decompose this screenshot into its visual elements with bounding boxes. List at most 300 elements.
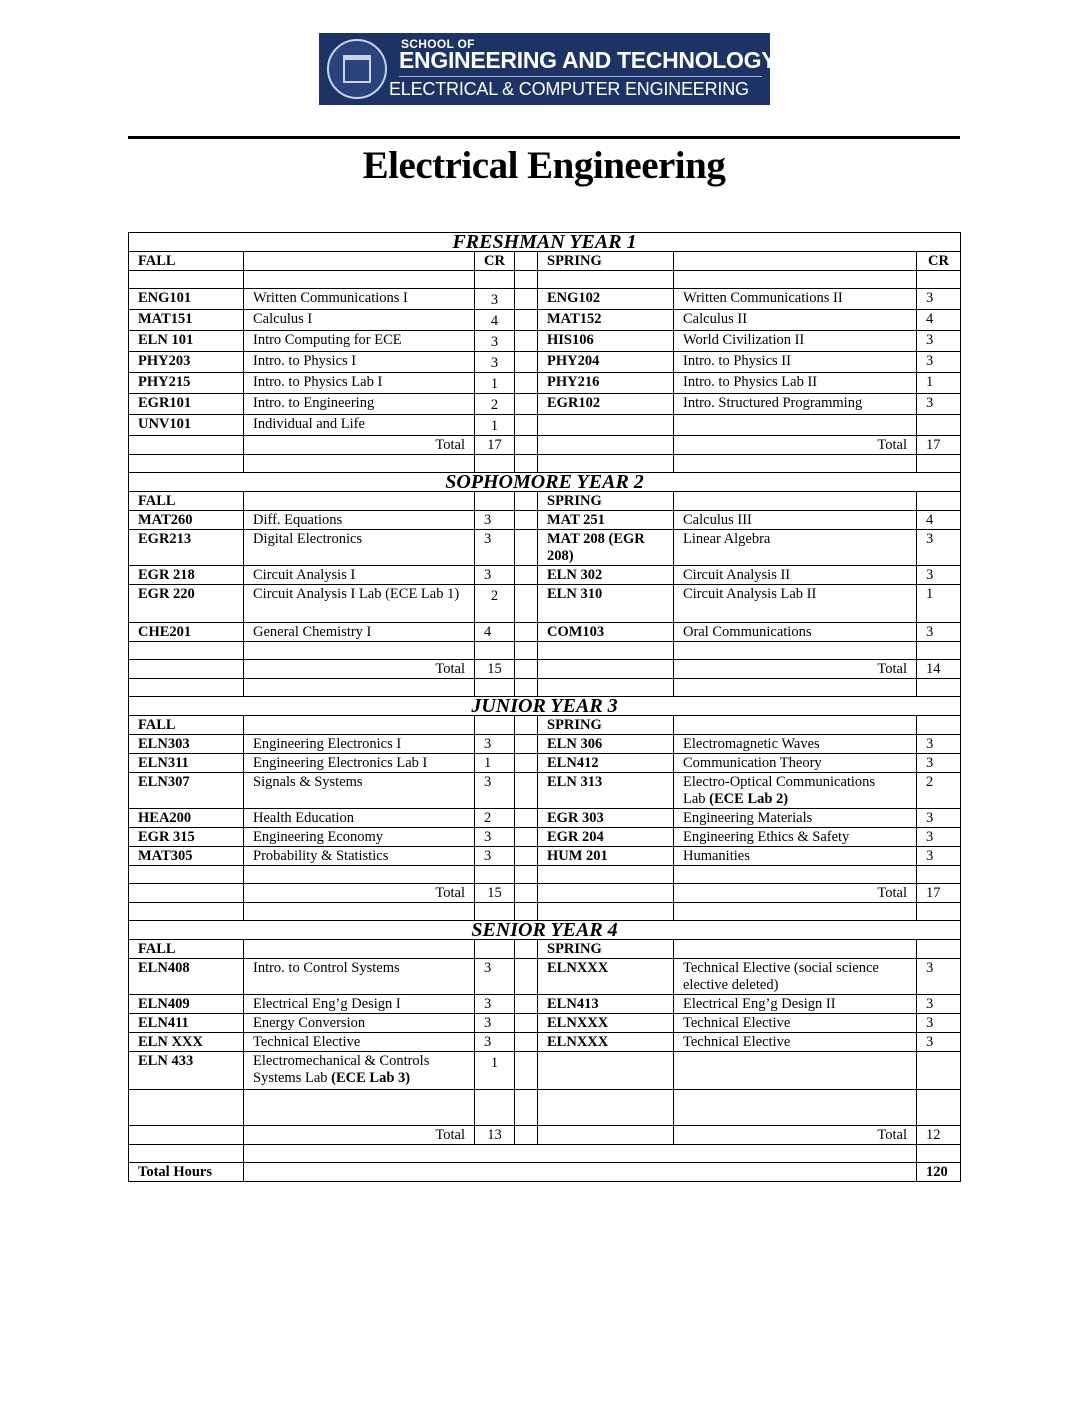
blank-cell [538,642,674,660]
course-title: Humanities [674,847,917,866]
course-credits: 3 [917,530,961,566]
year-heading: JUNIOR YEAR 3 [129,697,961,716]
blank-cell [244,679,475,697]
blank-cell [538,271,674,289]
course-title: Engineering Electronics I [244,735,475,754]
table-row [129,1014,961,1033]
blank-cell [674,903,917,921]
fall-label: FALL [129,252,244,271]
blank-cell [515,847,538,866]
blank-cell [515,735,538,754]
course-title: Circuit Analysis II [674,566,917,585]
course-code: MAT 208 (EGR 208) [538,530,674,566]
blank-cell [129,679,244,697]
blank-cell [515,373,538,394]
course-title: Intro. to Physics Lab I [244,373,475,394]
course-credits: 3 [917,566,961,585]
course-credits: 1 [475,1052,515,1090]
course-credits: 4 [917,310,961,331]
total-label: Total [674,884,917,903]
blank-cell [917,1145,961,1163]
blank-cell [129,660,244,679]
blank-cell [674,415,917,436]
table-row [129,940,961,959]
blank-cell [674,940,917,959]
spring-total: 17 [917,884,961,903]
year-heading: SENIOR YEAR 4 [129,921,961,940]
year-heading: SOPHOMORE YEAR 2 [129,473,961,492]
course-code: EGR 204 [538,828,674,847]
course-credits: 3 [917,352,961,373]
course-title: Digital Electronics [244,530,475,566]
course-credits: 3 [475,995,515,1014]
course-credits: 3 [475,828,515,847]
blank-cell [674,866,917,884]
blank-cell [515,754,538,773]
course-code: EGR 220 [129,585,244,623]
table-row [129,566,961,585]
blank-cell [538,660,674,679]
blank-cell [129,642,244,660]
course-code: ENG102 [538,289,674,310]
blank-cell [515,394,538,415]
blank-cell [515,679,538,697]
table-row [129,310,961,331]
course-title: Probability & Statistics [244,847,475,866]
blank-cell [674,642,917,660]
fall-label: FALL [129,492,244,511]
blank-cell [515,455,538,473]
blank-cell [674,679,917,697]
course-code: ELN 306 [538,735,674,754]
blank-cell [129,884,244,903]
course-credits [917,1052,961,1090]
course-code: ELNXXX [538,1033,674,1052]
blank-cell [515,436,538,455]
course-code: MAT152 [538,310,674,331]
blank-cell [244,252,475,271]
total-label: Total [674,1126,917,1145]
course-title: Engineering Economy [244,828,475,847]
blank-cell [674,716,917,735]
course-title: Individual and Life [244,415,475,436]
blank-cell [515,773,538,809]
course-title: Intro. to Physics II [674,352,917,373]
course-credits: 3 [917,828,961,847]
course-credits: 3 [475,1014,515,1033]
cr-header: CR [475,252,515,271]
table-row [129,530,961,566]
cr-header: CR [917,252,961,271]
fall-total: 15 [475,884,515,903]
course-code: MAT 251 [538,511,674,530]
course-title: Communication Theory [674,754,917,773]
cr-header [475,716,515,735]
fall-label: FALL [129,716,244,735]
course-credits: 2 [475,585,515,623]
course-code: ELN 302 [538,566,674,585]
course-credits: 3 [917,735,961,754]
course-title: Signals & Systems [244,773,475,809]
blank-cell [515,809,538,828]
blank-cell [538,679,674,697]
blank-cell [129,1145,244,1163]
cr-header [917,492,961,511]
blank-cell [244,903,475,921]
banner-school-of: SCHOOL OF [401,37,475,51]
blank-cell [515,660,538,679]
cr-header [917,940,961,959]
blank-cell [129,1126,244,1145]
table-row [129,866,961,884]
course-credits: 1 [917,585,961,623]
blank-cell [129,866,244,884]
table-row [129,679,961,697]
total-label: Total [674,436,917,455]
blank-cell [515,492,538,511]
table-row [129,585,961,623]
blank-cell [917,271,961,289]
spring-total: 14 [917,660,961,679]
course-code: HEA200 [129,809,244,828]
course-code: CHE201 [129,623,244,642]
spring-label: SPRING [538,492,674,511]
table-row [129,436,961,455]
course-title-lab-tag: (ECE Lab 2) [709,791,789,807]
total-label: Total [244,436,475,455]
course-credits: 3 [475,331,515,352]
blank-cell [515,1090,538,1126]
course-code: ELN307 [129,773,244,809]
table-row [129,233,961,252]
course-credits: 3 [475,1033,515,1052]
table-row [129,1145,961,1163]
table-row [129,352,961,373]
blank-cell [538,436,674,455]
course-title: World Civilization II [674,331,917,352]
fall-total: 15 [475,660,515,679]
blank-cell [917,866,961,884]
course-credits: 3 [917,623,961,642]
course-title: Electromagnetic Waves [674,735,917,754]
course-credits: 2 [917,773,961,809]
course-code: ELN303 [129,735,244,754]
course-credits: 2 [475,809,515,828]
blank-cell [515,331,538,352]
course-code: EGR 303 [538,809,674,828]
blank-cell [244,642,475,660]
course-title-prefix: Lab [683,791,710,807]
course-title: Health Education [244,809,475,828]
blank-cell [129,1090,244,1126]
blank-cell [475,455,515,473]
blank-cell [515,623,538,642]
course-title: Technical Elective [674,1033,917,1052]
fall-label: FALL [129,940,244,959]
course-credits: 3 [475,959,515,995]
table-row [129,1163,961,1182]
course-code: ELN413 [538,995,674,1014]
course-code: COM103 [538,623,674,642]
course-code: MAT260 [129,511,244,530]
spring-label: SPRING [538,716,674,735]
blank-cell [129,271,244,289]
school-banner-logo [319,33,777,105]
blank-cell [475,1090,515,1126]
table-row [129,847,961,866]
table-row [129,660,961,679]
course-title: Technical Elective [674,1014,917,1033]
course-plan-table [128,232,961,1182]
course-title-text: Electro-Optical Communications [683,774,876,790]
blank-cell [515,884,538,903]
table-row [129,828,961,847]
blank-cell [917,903,961,921]
table-row [129,373,961,394]
table-row [129,773,961,809]
course-credits [917,415,961,436]
spring-label: SPRING [538,940,674,959]
course-code: MAT305 [129,847,244,866]
table-row [129,959,961,995]
table-row [129,415,961,436]
blank-cell [515,271,538,289]
spring-label: SPRING [538,252,674,271]
table-row [129,754,961,773]
blank-cell [244,716,475,735]
course-credits: 3 [917,394,961,415]
total-hours-label: Total Hours [129,1163,244,1182]
course-title: Oral Communications [674,623,917,642]
table-row [129,642,961,660]
course-code: ELN311 [129,754,244,773]
course-credits: 3 [475,566,515,585]
course-title: Engineering Materials [674,809,917,828]
course-credits: 3 [917,847,961,866]
course-title: Technical Elective (social science elective deleted) [674,959,917,995]
course-code: ELN409 [129,995,244,1014]
course-code: EGR102 [538,394,674,415]
course-credits: 1 [917,373,961,394]
blank-cell [515,585,538,623]
table-row [129,473,961,492]
blank-cell [515,566,538,585]
blank-cell [244,1090,475,1126]
course-code: MAT151 [129,310,244,331]
blank-cell [244,455,475,473]
course-title: Written Communications I [244,289,475,310]
course-title: Intro. to Control Systems [244,959,475,995]
blank-cell [674,252,917,271]
blank-cell [917,642,961,660]
table-row [129,252,961,271]
blank-cell [515,940,538,959]
cr-header [475,492,515,511]
blank-cell [515,1126,538,1145]
header-rule [128,136,960,139]
course-code: PHY204 [538,352,674,373]
blank-cell [515,995,538,1014]
blank-cell [674,492,917,511]
total-label: Total [244,884,475,903]
course-credits: 3 [917,995,961,1014]
course-title: Engineering Ethics & Safety [674,828,917,847]
course-code [538,415,674,436]
blank-cell [515,1033,538,1052]
course-credits: 3 [475,352,515,373]
table-row [129,809,961,828]
blank-cell [515,252,538,271]
blank-cell [475,866,515,884]
blank-cell [917,1090,961,1126]
course-credits: 3 [917,754,961,773]
table-row [129,394,961,415]
course-title: Intro. to Physics Lab II [674,373,917,394]
course-title: Calculus II [674,310,917,331]
blank-cell [244,866,475,884]
blank-cell [515,415,538,436]
table-row [129,1126,961,1145]
banner-engineering-technology: ENGINEERING AND TECHNOLOGY [399,47,777,73]
blank-cell [515,511,538,530]
blank-cell [515,866,538,884]
course-credits: 3 [917,289,961,310]
course-title: Technical Elective [244,1033,475,1052]
blank-cell [244,271,475,289]
course-title: Circuit Analysis I [244,566,475,585]
course-code: ELN 313 [538,773,674,809]
blank-cell [917,679,961,697]
blank-cell [244,940,475,959]
course-title-text: Electromechanical & Controls Systems Lab [253,1053,430,1086]
blank-cell [515,642,538,660]
blank-cell [129,455,244,473]
course-credits: 1 [475,373,515,394]
table-row [129,511,961,530]
course-credits: 3 [917,1033,961,1052]
fall-total: 13 [475,1126,515,1145]
course-credits: 3 [475,735,515,754]
table-row [129,921,961,940]
table-row [129,884,961,903]
course-code: HUM 201 [538,847,674,866]
table-row [129,455,961,473]
blank-cell [538,866,674,884]
course-title: Engineering Electronics Lab I [244,754,475,773]
cr-header [917,716,961,735]
blank-cell [674,455,917,473]
course-code: ELNXXX [538,1014,674,1033]
university-seal-icon [327,39,387,99]
total-label: Total [244,1126,475,1145]
course-title: Diff. Equations [244,511,475,530]
banner-department: ELECTRICAL & COMPUTER ENGINEERING [389,79,749,99]
course-credits: 3 [475,289,515,310]
table-row [129,271,961,289]
blank-cell [244,1163,917,1182]
blank-cell [538,1090,674,1126]
blank-cell [538,455,674,473]
course-code [538,1052,674,1090]
course-code: ELNXXX [538,959,674,995]
course-code: PHY216 [538,373,674,394]
blank-cell [674,1052,917,1090]
blank-cell [244,492,475,511]
table-row [129,1033,961,1052]
total-label: Total [244,660,475,679]
course-code: HIS106 [538,331,674,352]
total-hours-value: 120 [917,1163,961,1182]
blank-cell [538,903,674,921]
table-row [129,1052,961,1090]
blank-cell [674,271,917,289]
course-title: Intro Computing for ECE [244,331,475,352]
page-title: Electrical Engineering [362,144,726,187]
course-title: Energy Conversion [244,1014,475,1033]
course-credits: 3 [475,773,515,809]
blank-cell [475,903,515,921]
course-credits: 2 [475,394,515,415]
blank-cell [515,1014,538,1033]
course-code: EGR 315 [129,828,244,847]
table-row [129,735,961,754]
course-title-lab-tag: (ECE Lab 3) [331,1070,411,1086]
course-title: Circuit Analysis I Lab (ECE Lab 1) [244,585,475,623]
course-title: Calculus III [674,511,917,530]
course-code: ELN XXX [129,1033,244,1052]
course-title: General Chemistry I [244,623,475,642]
blank-cell [515,289,538,310]
banner-divider [399,76,762,77]
blank-cell [917,455,961,473]
blank-cell [129,903,244,921]
course-code: ENG101 [129,289,244,310]
course-credits: 4 [475,310,515,331]
blank-cell [515,310,538,331]
table-row [129,716,961,735]
spring-total: 17 [917,436,961,455]
course-code: ELN408 [129,959,244,995]
fall-total: 17 [475,436,515,455]
spring-total: 12 [917,1126,961,1145]
blank-cell [515,828,538,847]
cr-header [475,940,515,959]
course-code: EGR213 [129,530,244,566]
course-code: ELN412 [538,754,674,773]
blank-cell [515,903,538,921]
course-code: ELN 433 [129,1052,244,1090]
course-code: PHY215 [129,373,244,394]
course-credits: 3 [475,530,515,566]
blank-cell [515,530,538,566]
course-code: EGR101 [129,394,244,415]
course-credits: 3 [917,331,961,352]
table-row [129,697,961,716]
year-heading: FRESHMAN YEAR 1 [129,233,961,252]
table-row [129,1090,961,1126]
course-code: UNV101 [129,415,244,436]
blank-cell [129,436,244,455]
course-credits: 3 [917,959,961,995]
course-credits: 3 [475,847,515,866]
course-title: Intro. Structured Programming [674,394,917,415]
course-credits: 1 [475,415,515,436]
course-title [244,1052,475,1090]
table-row [129,623,961,642]
course-title: Written Communications II [674,289,917,310]
course-credits: 4 [475,623,515,642]
blank-cell [674,1090,917,1126]
